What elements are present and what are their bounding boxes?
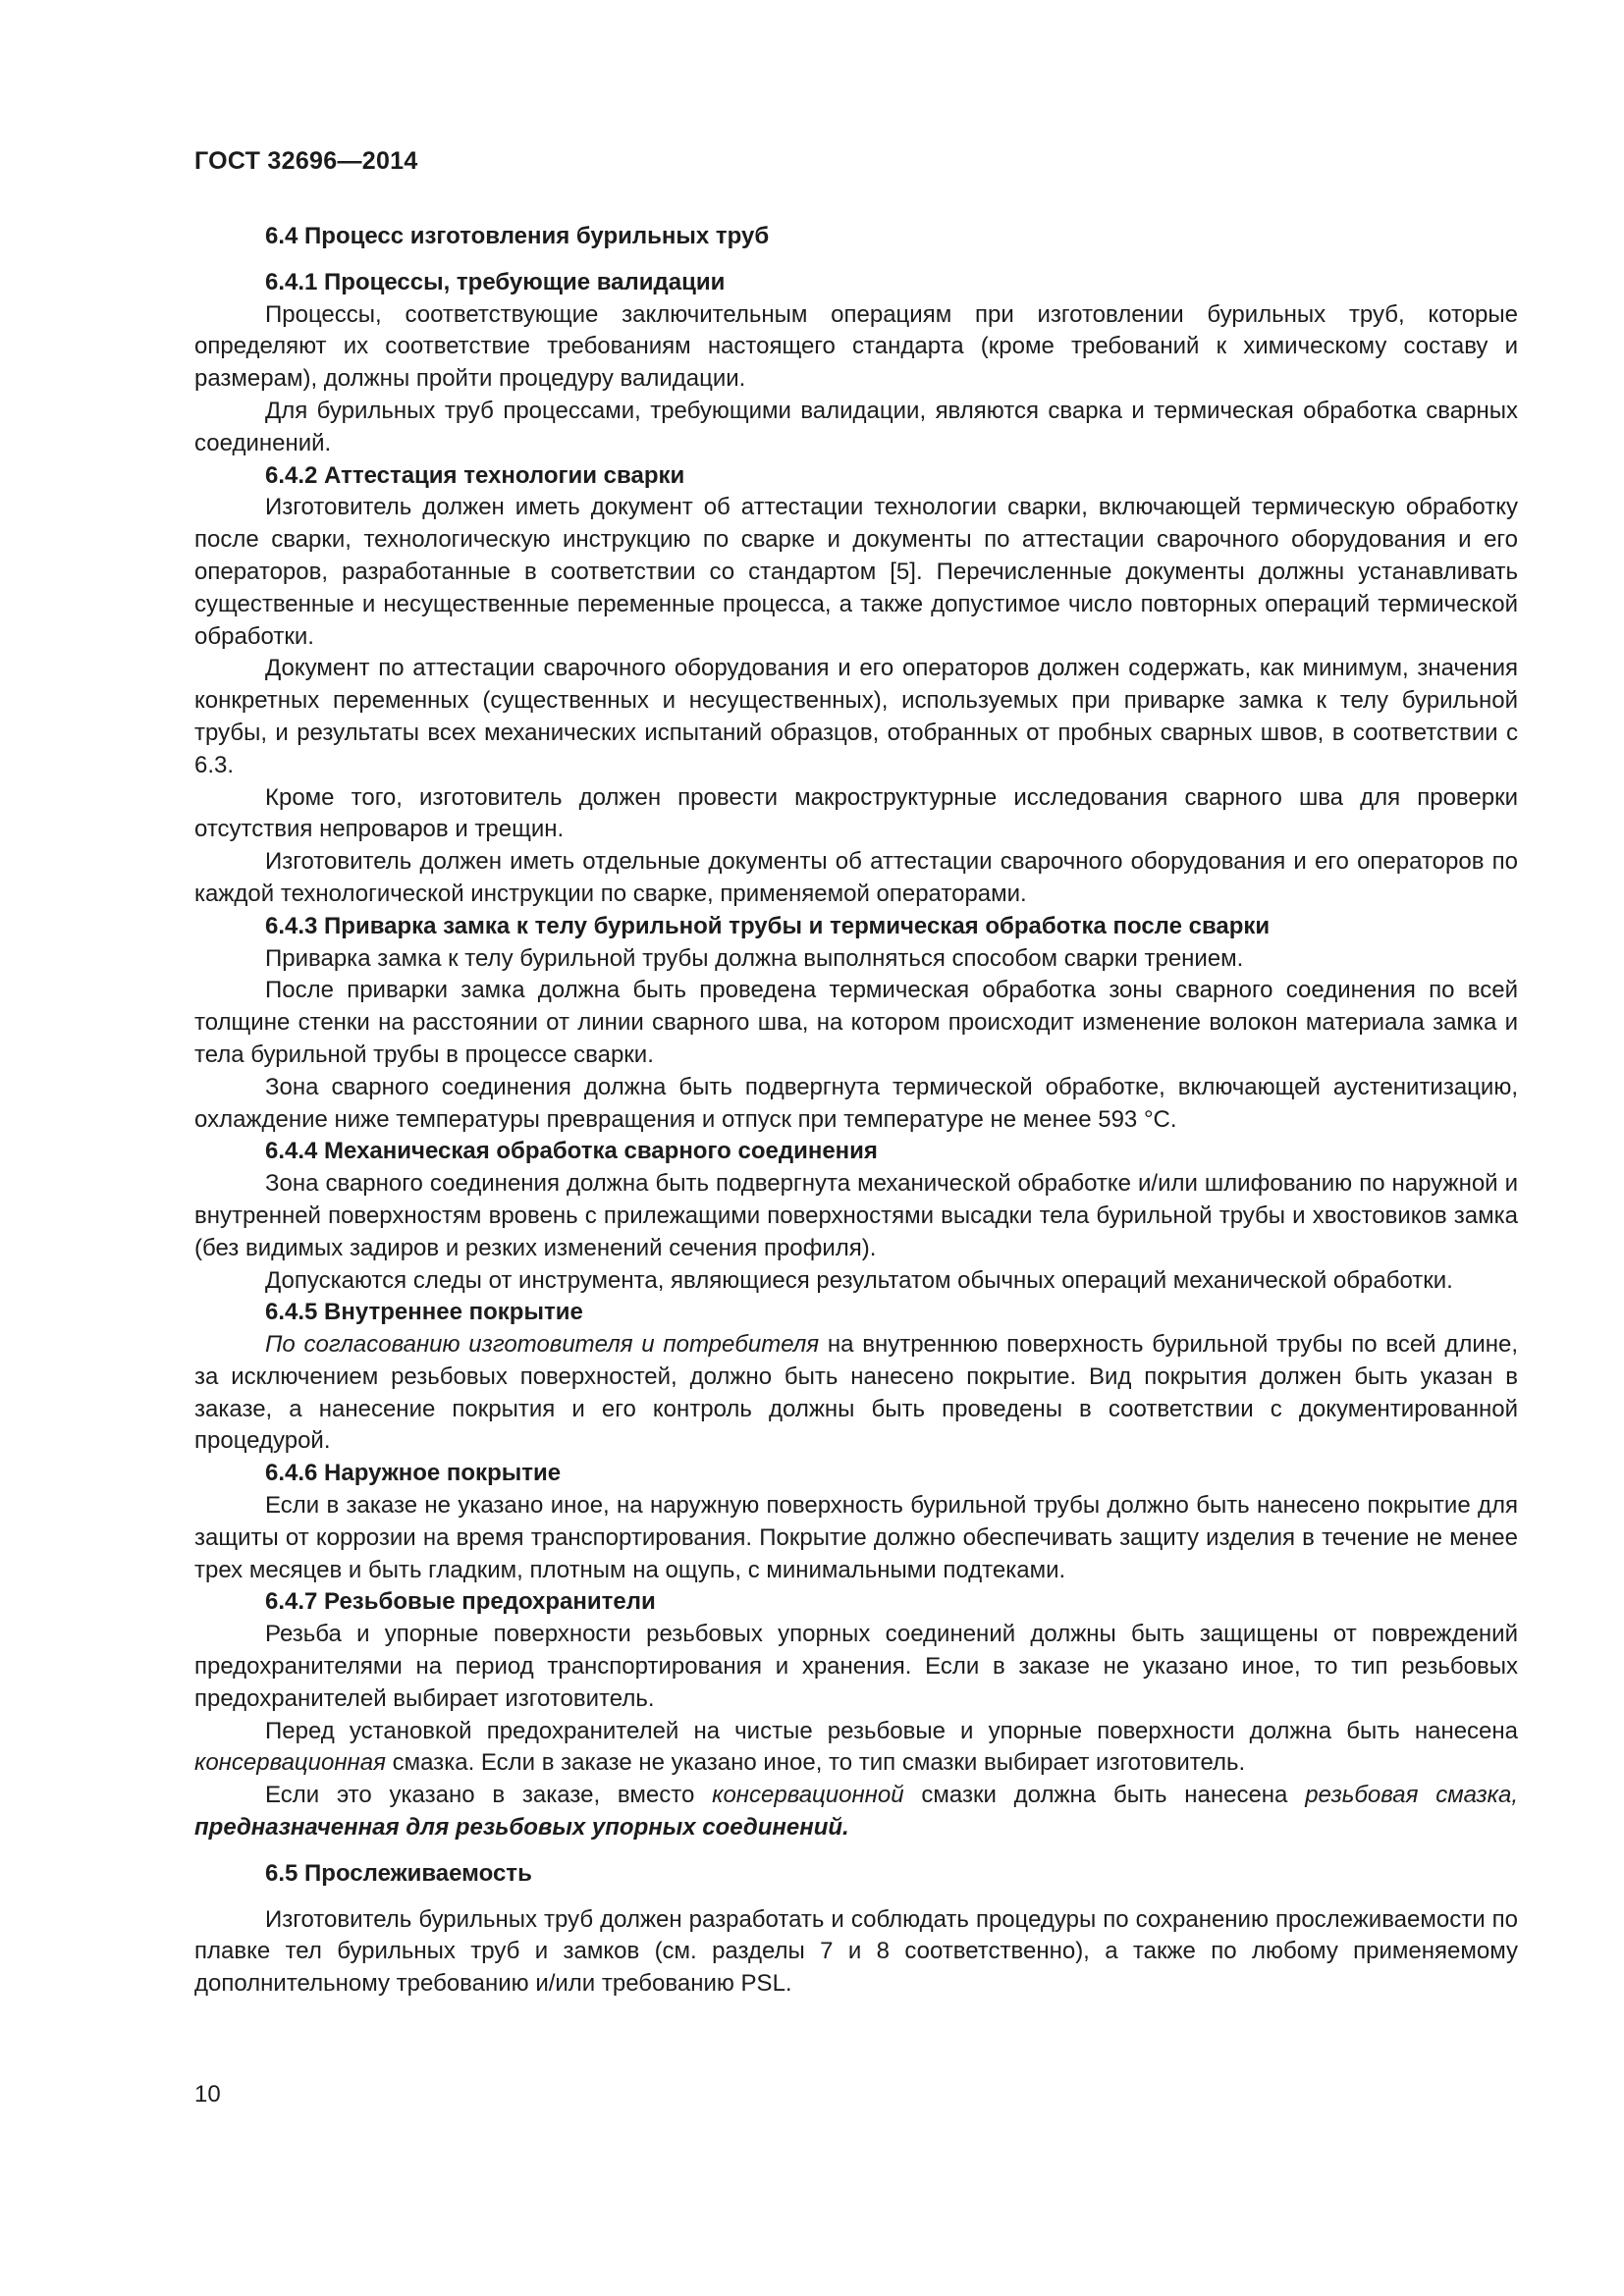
italic-text: По согласованию изготовителя и потребителя (265, 1331, 820, 1359)
paragraph: Приварка замка к телу бурильной трубы должна выполняться способом сварки трением. (265, 944, 1244, 972)
paragraph: После приварки замка должна быть проведена термическая обработка зоны сварного соединения по всей толщине стенки на расстоянии от линии сварного шва, на котором происходит изменение волокон материала замка и тела бурильной трубы в процессе сварки. (194, 977, 1518, 1068)
section-6-4-1-heading: 6.4.1 Процессы, требующие валидации (265, 268, 726, 295)
section-6-4-7-heading: 6.4.7 Резьбовые предохранители (265, 1588, 656, 1616)
section-6-5-heading: 6.5 Прослеживаемость (265, 1859, 532, 1887)
paragraph: Кроме того, изготовитель должен провести макроструктурные исследования сварного шва для проверки отсутствия непроваров и трещин. (194, 783, 1518, 843)
document-page (194, 147, 1518, 2001)
italic-text: резьбовая смазка, (1305, 1782, 1518, 1809)
section-6-4-6-heading: 6.4.6 Наружное покрытие (265, 1460, 562, 1487)
italic-text: консервационная (194, 1749, 386, 1777)
paragraph: Зона сварного соединения должна быть подвергнута механической обработке и/или шлифованию по наружной и внутренней поверхностям вровень с прилежащими поверхностями высадки тела бурильной трубы и хвостовиков замка (без видимых задиров и резких изменений сечения профиля). (194, 1170, 1518, 1261)
paragraph: Процессы, соответствующие заключительным операциям при изготовлении бурильных труб, которые определяют их соответствие требованиям настоящего стандарта (кроме требований к химическому составу и размерам), должны пройти процедуру валидации. (194, 300, 1518, 393)
paragraph (194, 1716, 1518, 1781)
document-code: ГОСТ 32696—2014 (194, 147, 418, 175)
section-6-4-3-heading: 6.4.3 Приварка замка к телу бурильной трубы и термическая обработка после сварки (265, 912, 1271, 939)
paragraph (194, 1329, 1518, 1458)
text-run: смазки должна быть нанесена (903, 1782, 1306, 1809)
paragraph: Допускаются следы от инструмента, являющиеся результатом обычных операций механической обработки. (265, 1266, 1453, 1294)
bold-italic-text: предназначенная для резьбовых упорных соединений. (194, 1814, 849, 1842)
paragraph: Документ по аттестации сварочного оборудования и его операторов должен содержать, как минимум, значения конкретных переменных (существенных и несущественных), используемых при приварке замка к телу бурильной трубы, и результаты всех механических испытаний образцов, отобранных от пробных сварных швов, в соответствии с 6.3. (194, 655, 1518, 778)
paragraph: Изготовитель бурильных труб должен разработать и соблюдать процедуры по сохранению прослеживаемости по плавке тел бурильных труб и замков (см. разделы 7 и 8 соответственно), а также по любому применяемому дополнительному требованию и/или требованию PSL. (194, 1905, 1518, 1998)
text-run: на внутреннюю поверхность бурильной трубы по всей длине, за исключением резьбовых поверхностей, должно быть нанесено покрытие. Вид покрытия должен быть указан в заказе, а нанесение покрытия и его контроль должны быть проведены в соответствии с документированной процедурой. (194, 1331, 1518, 1455)
paragraph: Изготовитель должен иметь документ об аттестации технологии сварки, включающей термическую обработку после сварки, технологическую инструкцию по сварке и документы по аттестации сварочного оборудования и его операторов, разработанные в соответствии со стандартом [5]. Перечисленные документы должны устанавливать существенные и несущественные переменные процесса, а также допустимое число повторных операций термической обработки. (194, 494, 1518, 650)
paragraph: Если в заказе не указано иное, на наружную поверхность бурильной трубы должно быть нанесено покрытие для защиты от коррозии на время транспортирования. Покрытие должно обеспечивать защиту изделия в течение не менее трех месяцев и быть гладким, плотным на ощупь, с минимальными подтеками. (194, 1492, 1518, 1583)
page-number: 10 (194, 2081, 221, 2108)
paragraph: Резьба и упорные поверхности резьбовых упорных соединений должны быть защищены от повреждений предохранителями на период транспортирования и хранения. Если в заказе не указано иное, то тип резьбовых предохранителей выбирает изготовитель. (194, 1621, 1518, 1712)
section-6-4-heading: 6.4 Процесс изготовления бурильных труб (265, 223, 770, 249)
section-6-4-2-heading: 6.4.2 Аттестация технологии сварки (265, 461, 685, 489)
text-run: Перед установкой предохранителей на чистые резьбовые и упорные поверхности должна быть нанесена (265, 1717, 1518, 1744)
paragraph: Изготовитель должен иметь отдельные документы об аттестации сварочного оборудования и его операторов по каждой технологической инструкции по сварке, применяемой операторами. (194, 848, 1518, 907)
main-text (194, 221, 1518, 2001)
section-6-4-5-heading: 6.4.5 Внутреннее покрытие (265, 1299, 583, 1326)
text-run: смазка. Если в заказе не указано иное, то тип смазки выбирает изготовитель. (385, 1749, 1246, 1777)
text-run: Если это указано в заказе, вместо (265, 1782, 713, 1809)
italic-text: консервационной (712, 1782, 904, 1809)
paragraph: Для бурильных труб процессами, требующими валидации, являются сварка и термическая обработка сварных соединений. (194, 397, 1518, 456)
paragraph (194, 1780, 1518, 1844)
paragraph: Зона сварного соединения должна быть подвергнута термической обработке, включающей аустенитизацию, охлаждение ниже температуры превращения и отпуск при температуре не менее 593 °С. (194, 1073, 1518, 1133)
section-6-4-4-heading: 6.4.4 Механическая обработка сварного соединения (265, 1138, 878, 1165)
